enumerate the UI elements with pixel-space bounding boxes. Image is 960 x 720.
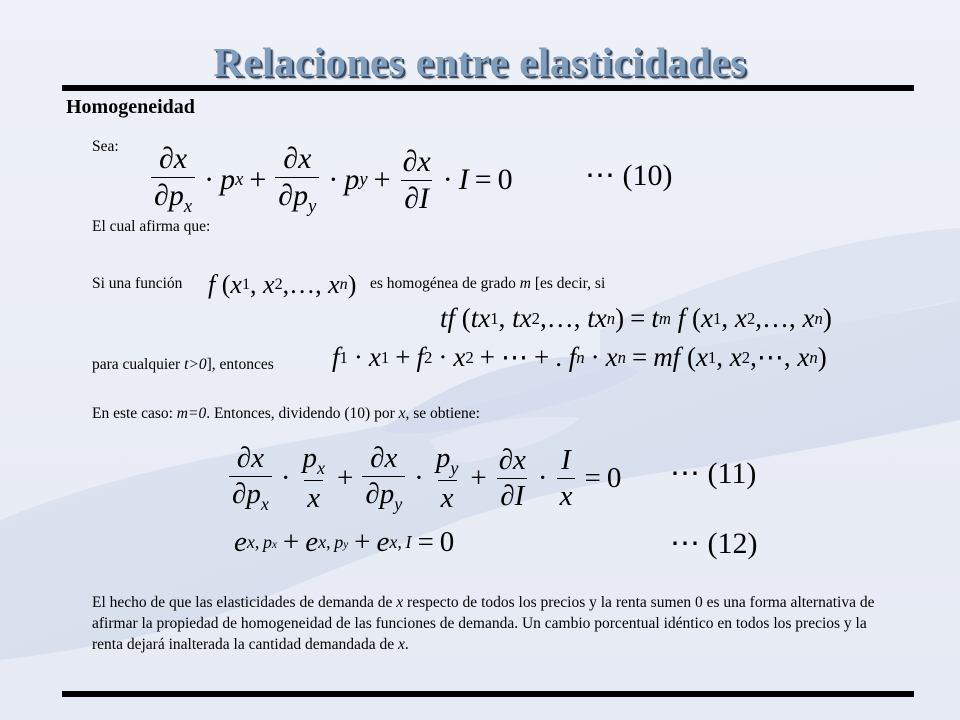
en-este-caso-pre: En este caso: [92, 405, 177, 422]
section-heading: Homogeneidad [66, 96, 195, 118]
en-este-caso-m: m=0 [176, 405, 207, 422]
equation-10-tag: ⋯ (10) [585, 159, 673, 192]
slide-title: Relaciones entre elasticidades [213, 39, 747, 85]
equation-11-tag: ⋯ (11) [670, 457, 757, 490]
en-este-caso-mid: . Entonces, dividendo (10) por [206, 405, 399, 422]
el-cual-text: El cual afirma que: [92, 218, 211, 235]
conclusion-x-2: x [397, 636, 405, 653]
sea-label: Sea: [92, 138, 119, 155]
para-cualquier-pre: para cualquier [92, 356, 185, 373]
equation-11: $\frac{\partial x}{\partial p_x}$ · $\frac{p_x}{x}$ + $\frac{\partial x}{\partial p_y}$ · $\frac{p_y}{x}$ + $\frac{\partial x}{\partial I}$ · $\frac{I}{x}$ = 0 [226, 442, 621, 515]
homogenea-pre: es homogénea de grado [370, 275, 520, 292]
conclusion-x-1: x [396, 594, 404, 611]
euler-equation: f 1 · x 1 + f 2 · x 2 + ⋯ + . f n · x n = mf ( x 1 , x 2 ,⋯, x n ) [332, 342, 827, 372]
grado-m: m [519, 275, 531, 292]
conclusion-part-3: . [404, 636, 409, 653]
en-este-caso-x: x [398, 405, 406, 422]
bottom-rule [62, 691, 914, 697]
es-decir-text: [es decir, si [530, 275, 606, 292]
en-este-caso-text [92, 405, 480, 423]
conclusion-part-2: respecto de todos los precios y la renta sumen 0 es una forma alternativa de afirmar la propiedad de homogeneidad de las funciones de demanda. Un cambio porcentual idéntico en todos los precios y la renta dejará inalterada la cantidad demandada de [92, 594, 875, 653]
top-rule [62, 85, 914, 91]
en-este-caso-post: , se obtiene: [405, 405, 480, 422]
equation-12: e x, px + e x, py + e x, I = 0 [234, 526, 455, 558]
para-cualquier-text [92, 356, 274, 374]
para-cualquier-cond: t>0 [184, 356, 207, 373]
conclusion-paragraph [92, 592, 900, 655]
homogenea-text [370, 275, 605, 293]
homogeneity-definition-equation: tf ( tx 1 , tx 2 ,…, tx n ) = t m f ( x 1 , x 2 ,…, x n ) [440, 303, 832, 333]
conclusion-part-1: El hecho de que las elasticidades de demanda de [92, 594, 397, 611]
function-f-expression: f ( x 1 , x 2 ,…, x n ) [208, 270, 357, 299]
si-una-funcion-text: Si una función [92, 275, 183, 292]
para-cualquier-post: ], entonces [206, 356, 274, 373]
equation-12-tag: ⋯ (12) [670, 527, 758, 560]
equation-10: $\frac{\partial x}{\partial p_x}$ · p x + $\frac{\partial x}{\partial p_y}$ · p y + $\frac{\partial x}{\partial I}$ · I = 0 [148, 142, 513, 218]
